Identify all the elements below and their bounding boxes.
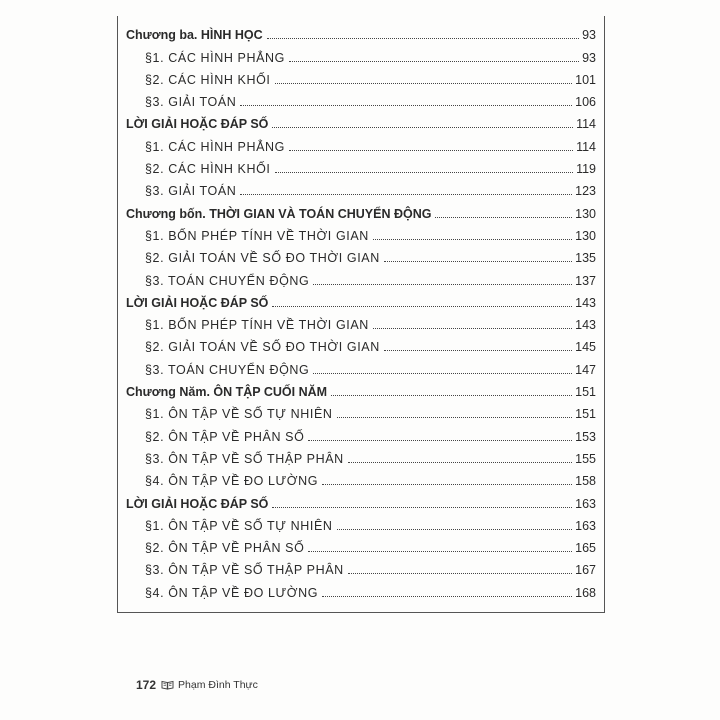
toc-entry-label: §3. GIẢI TOÁN xyxy=(145,184,237,199)
toc-section-entry xyxy=(118,555,602,577)
toc-section-entry xyxy=(118,221,602,243)
toc-chapter-entry xyxy=(118,198,602,220)
toc-entry-label: §2. GIẢI TOÁN VỀ SỐ ĐO THỜI GIAN xyxy=(145,340,380,355)
toc-section-entry xyxy=(118,42,602,64)
toc-dot-leader xyxy=(272,507,572,508)
toc-section-entry xyxy=(118,511,602,533)
toc-entry-label: §4. ÔN TẬP VỀ ĐO LƯỜNG xyxy=(145,474,319,489)
toc-section-entry xyxy=(118,399,602,421)
toc-entry-label: §1. CÁC HÌNH PHẲNG xyxy=(145,50,285,65)
footer-author: Phạm Đình Thực xyxy=(178,679,258,691)
toc-entry-page-number: 119 xyxy=(576,162,596,177)
toc-dot-leader xyxy=(240,105,572,106)
toc-section-entry xyxy=(118,131,602,153)
toc-section-entry xyxy=(118,87,602,109)
toc-entry-page-number: 168 xyxy=(575,585,596,600)
toc-section-entry xyxy=(118,577,602,599)
toc-dot-leader xyxy=(348,573,572,574)
toc-entry-label: §3. TOÁN CHUYỂN ĐỘNG xyxy=(145,362,310,377)
toc-entry-page-number: 143 xyxy=(575,318,596,333)
toc-entry-page-number: 151 xyxy=(575,385,596,400)
toc-section-entry xyxy=(118,265,602,287)
toc-entry-page-number: 145 xyxy=(575,340,596,355)
toc-entry-label: §2. ÔN TẬP VỀ PHÂN SỐ xyxy=(145,541,305,556)
toc-entry-page-number: 151 xyxy=(575,407,596,422)
toc-section-entry xyxy=(118,354,602,376)
toc-entry-label: §1. BỐN PHÉP TÍNH VỀ THỜI GIAN xyxy=(145,228,369,243)
toc-dot-leader xyxy=(384,261,572,262)
toc-dot-leader xyxy=(313,373,572,374)
toc-chapter-entry xyxy=(118,109,602,131)
toc-entry-label: §2. CÁC HÌNH KHỐI xyxy=(145,72,271,87)
toc-entry-label: §2. CÁC HÌNH KHỐI xyxy=(145,162,271,177)
toc-section-entry xyxy=(118,154,602,176)
toc-entry-label: §4. ÔN TẬP VỀ ĐO LƯỜNG xyxy=(145,585,319,600)
toc-entry-page-number: 123 xyxy=(575,184,596,199)
toc-dot-leader xyxy=(272,306,572,307)
toc-entry-label: §1. ÔN TẬP VỀ SỐ TỰ NHIÊN xyxy=(145,407,333,422)
toc-entry-label: §3. GIẢI TOÁN xyxy=(145,95,237,110)
book-icon xyxy=(161,680,174,690)
toc-dot-leader xyxy=(308,551,572,552)
toc-dot-leader xyxy=(435,217,572,218)
toc-entry-page-number: 130 xyxy=(575,228,596,243)
toc-dot-leader xyxy=(272,127,573,128)
toc-dot-leader xyxy=(337,417,573,418)
toc-section-entry xyxy=(118,176,602,198)
toc-entry-page-number: 93 xyxy=(582,28,596,43)
toc-entry-page-number: 163 xyxy=(575,518,596,533)
toc-dot-leader xyxy=(240,194,572,195)
toc-entry-page-number: 135 xyxy=(575,251,596,266)
toc-section-entry xyxy=(118,310,602,332)
table-of-contents xyxy=(118,20,602,600)
toc-section-entry xyxy=(118,466,602,488)
toc-chapter-entry xyxy=(118,20,602,42)
toc-entry-page-number: 167 xyxy=(575,563,596,578)
toc-entry-label: Chương Năm. ÔN TẬP CUỐI NĂM xyxy=(126,385,328,400)
toc-entry-label: LỜI GIẢI HOẶC ĐÁP SỐ xyxy=(126,117,269,132)
toc-dot-leader xyxy=(275,172,574,173)
toc-entry-label: §3. ÔN TẬP VỀ SỐ THẬP PHÂN xyxy=(145,563,344,578)
toc-dot-leader xyxy=(322,484,572,485)
toc-entry-label: §3. ÔN TẬP VỀ SỐ THẬP PHÂN xyxy=(145,451,344,466)
toc-section-entry xyxy=(118,533,602,555)
toc-entry-page-number: 93 xyxy=(582,50,596,65)
toc-chapter-entry xyxy=(118,488,602,510)
toc-dot-leader xyxy=(331,395,572,396)
toc-entry-label: §1. BỐN PHÉP TÍNH VỀ THỜI GIAN xyxy=(145,318,369,333)
toc-entry-page-number: 155 xyxy=(575,451,596,466)
toc-entry-page-number: 158 xyxy=(575,474,596,489)
toc-entry-page-number: 114 xyxy=(576,117,596,132)
toc-entry-label: Chương bốn. THỜI GIAN VÀ TOÁN CHUYỂN ĐỘNG xyxy=(126,206,432,221)
toc-dot-leader xyxy=(373,328,572,329)
toc-entry-page-number: 130 xyxy=(575,206,596,221)
toc-entry-label: §2. ÔN TẬP VỀ PHÂN SỐ xyxy=(145,429,305,444)
page-footer xyxy=(136,678,258,692)
toc-section-entry xyxy=(118,332,602,354)
toc-dot-leader xyxy=(373,239,572,240)
toc-entry-label: LỜI GIẢI HOẶC ĐÁP SỐ xyxy=(126,295,269,310)
footer-page-number: 172 xyxy=(136,678,157,692)
toc-section-entry xyxy=(118,243,602,265)
toc-entry-page-number: 165 xyxy=(575,541,596,556)
toc-entry-label: Chương ba. HÌNH HỌC xyxy=(126,28,263,43)
toc-entry-label: §1. ÔN TẬP VỀ SỐ TỰ NHIÊN xyxy=(145,518,333,533)
toc-entry-page-number: 143 xyxy=(575,295,596,310)
toc-entry-label: §2. GIẢI TOÁN VỀ SỐ ĐO THỜI GIAN xyxy=(145,251,380,266)
toc-dot-leader xyxy=(289,150,573,151)
toc-section-entry xyxy=(118,444,602,466)
toc-dot-leader xyxy=(384,350,572,351)
toc-entry-label: LỜI GIẢI HOẶC ĐÁP SỐ xyxy=(126,496,269,511)
toc-section-entry xyxy=(118,421,602,443)
toc-dot-leader xyxy=(308,440,572,441)
toc-section-entry xyxy=(118,65,602,87)
toc-entry-page-number: 163 xyxy=(575,496,596,511)
toc-entry-label: §1. CÁC HÌNH PHẲNG xyxy=(145,139,285,154)
toc-chapter-entry xyxy=(118,288,602,310)
toc-dot-leader xyxy=(337,529,573,530)
toc-entry-page-number: 153 xyxy=(575,429,596,444)
toc-entry-page-number: 147 xyxy=(575,362,596,377)
toc-dot-leader xyxy=(322,596,572,597)
toc-entry-page-number: 114 xyxy=(576,139,596,154)
toc-entry-page-number: 137 xyxy=(575,273,596,288)
toc-dot-leader xyxy=(275,83,573,84)
toc-entry-page-number: 101 xyxy=(575,72,596,87)
toc-dot-leader xyxy=(267,38,579,39)
toc-dot-leader xyxy=(348,462,572,463)
toc-chapter-entry xyxy=(118,377,602,399)
toc-dot-leader xyxy=(313,284,572,285)
toc-entry-page-number: 106 xyxy=(575,95,596,110)
toc-entry-label: §3. TOÁN CHUYỂN ĐỘNG xyxy=(145,273,310,288)
toc-dot-leader xyxy=(289,61,579,62)
